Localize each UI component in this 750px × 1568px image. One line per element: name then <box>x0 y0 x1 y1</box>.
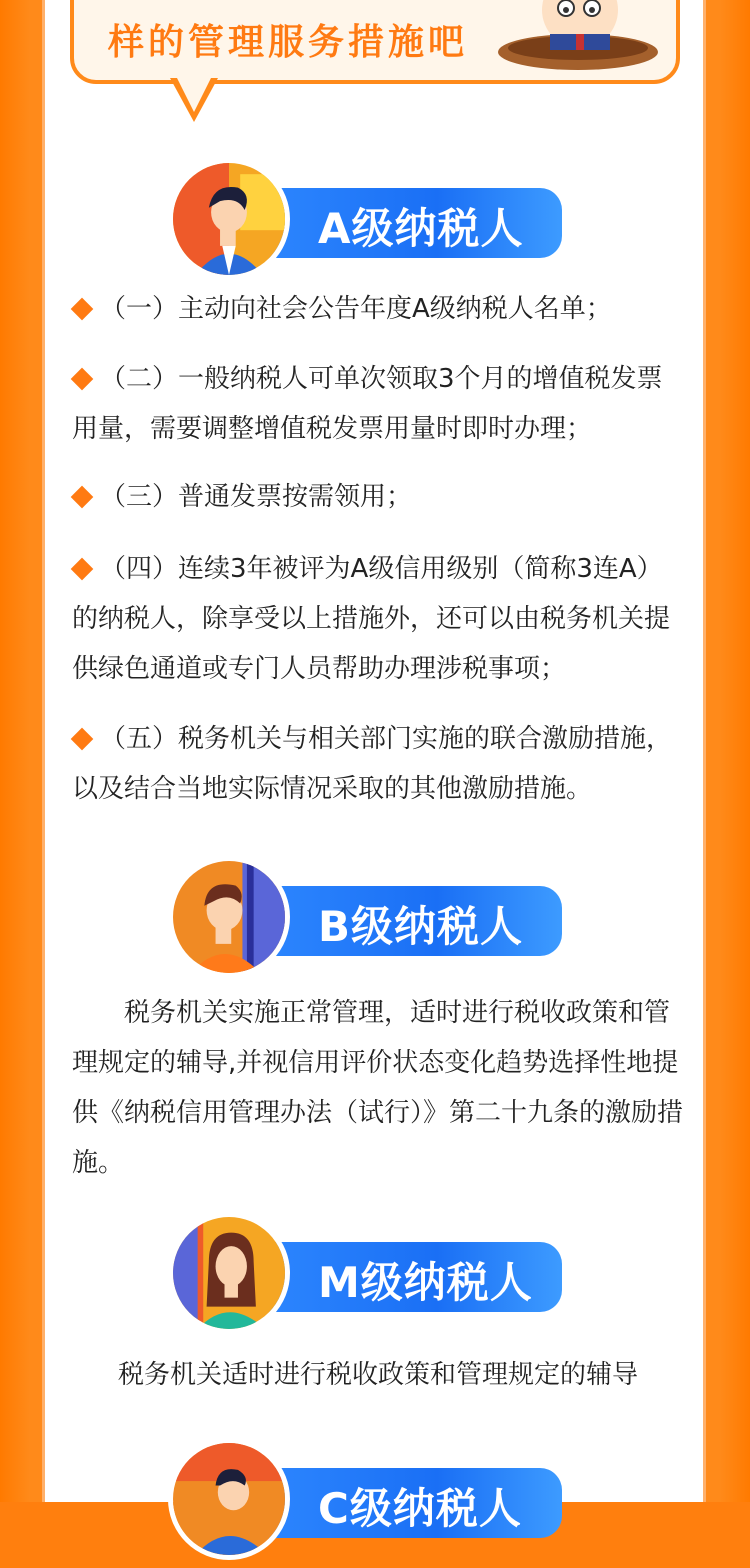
list-item: （一）主动向社会公告年度A级纳税人名单； <box>72 284 684 334</box>
panel-edge <box>703 0 706 1502</box>
diamond-bullet-icon <box>71 557 94 580</box>
section-header-c <box>168 1438 568 1568</box>
section-title-a: A级纳税人 <box>318 204 524 253</box>
section-header-b <box>168 856 568 986</box>
speech-bubble-tail-fill <box>176 76 212 112</box>
diamond-bullet-icon <box>71 485 94 508</box>
section-header-m <box>168 1212 568 1342</box>
section-text-m: 税务机关适时进行税收政策和管理规定的辅导 <box>117 1360 638 1390</box>
bubble-text: 样的管理服务措施吧 <box>108 22 469 63</box>
diamond-bullet-icon <box>71 367 94 390</box>
section-header-a <box>168 158 568 288</box>
section-title-c: C级纳税人 <box>318 1484 522 1533</box>
list-item: （三）普通发票按需领用； <box>72 472 684 522</box>
list-item: （四）连续3年被评为A级信用级别（简称3连A）的纳税人，除享受以上措施外，还可以由税务机关提供绿色通道或专门人员帮助办理涉税事项； <box>72 554 671 684</box>
panel-edge <box>42 0 45 1502</box>
list-item: （五）税务机关与相关部门实施的联合激励措施，以及结合当地实际情况采取的其他激励措施。 <box>72 724 673 804</box>
mascot-icon <box>488 0 658 70</box>
avatar-person-icon <box>168 1438 290 1560</box>
diamond-bullet-icon <box>71 297 94 320</box>
section-title-b: B级纳税人 <box>318 902 524 951</box>
avatar-man-icon <box>168 158 290 280</box>
avatar-woman-icon <box>168 1212 290 1334</box>
section-text-b: 税务机关实施正常管理，适时进行税收政策和管理规定的辅导,并视信用评价状态变化趋势选择性地提供《纳税信用管理办法（试行）》第二十九条的激励措施。 <box>72 998 684 1178</box>
avatar-man-icon <box>168 856 290 978</box>
list-item: （二）一般纳税人可单次领取3个月的增值税发票用量，需要调整增值税发票用量时即时办理； <box>72 364 663 444</box>
section-title-m: M级纳税人 <box>318 1258 533 1307</box>
diamond-bullet-icon <box>71 727 94 750</box>
